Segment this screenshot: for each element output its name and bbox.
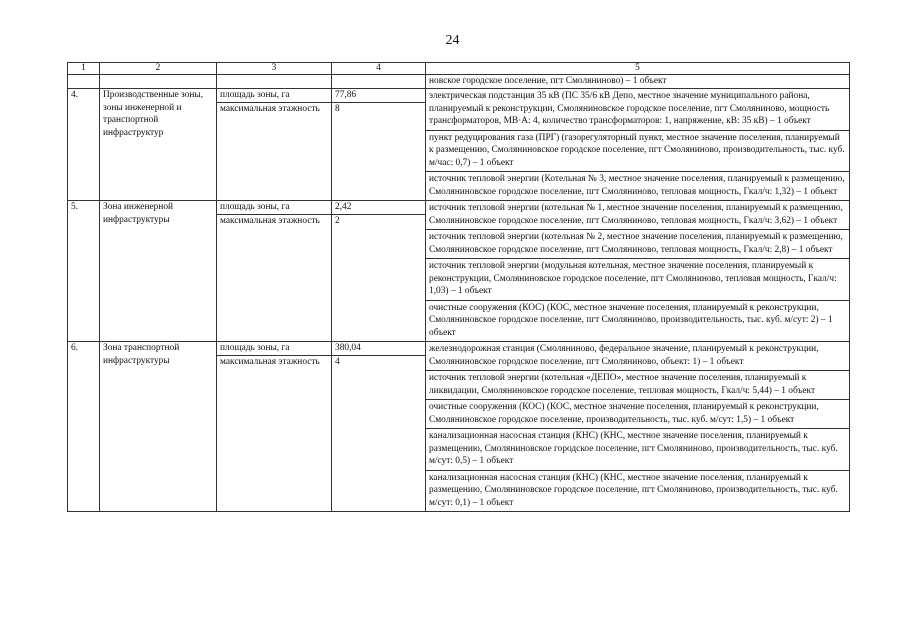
- object-item: источник тепловой энергии (котельная № 1, местное значение поселения, планируемый к размещению, Смоляниновское городское поселение, пгт Смоляниново, тепловая мощность, Гкал/ч: 3,62) – 1 объект: [426, 201, 849, 230]
- header-col-3: 3: [217, 63, 332, 75]
- parameter-area: площадь зоны, га: [217, 342, 331, 356]
- parameter-cell: [217, 89, 332, 201]
- value-floors: 2: [335, 215, 340, 226]
- table-row: [68, 342, 850, 512]
- value-cell: [332, 89, 426, 201]
- value-area: 77,86: [332, 89, 425, 103]
- object-item: пункт редуцирования газа (ПРГ) (газорегуляторный пункт, местное значение поселения, планируемый к размещению, Смоляниновское городское поселение, пгт Смоляниново, производительность, тыс. куб. м/час: 0,7) – 1 объект: [426, 131, 849, 173]
- parameter-cell: [217, 201, 332, 342]
- zone-name: Производственные зоны, зоны инженерной и транспортной инфраструктур: [100, 89, 217, 201]
- object-item: источник тепловой энергии (котельная «ДЕПО», местное значение поселения, планируемый к ликвидации, Смоляниновское городское поселение, тепловая мощность, Гкал/ч: 5,44) – 1 объект: [426, 371, 849, 400]
- objects-cell: [426, 89, 850, 201]
- object-item: источник тепловой энергии (Котельная № 3, местное значение поселения, планируемый к размещению, Смоляниновское городское поселение, пгт Смоляниново, тепловая мощность, Гкал/ч: 1,32) – 1 объект: [429, 174, 845, 197]
- parameter-floors: максимальная этажность: [220, 103, 320, 114]
- continuation-row: [68, 75, 850, 89]
- object-item: канализационная насосная станция (КНС) (КНС, местное значение поселения, планируемый к размещению, Смоляниновское городское поселение, пгт Смоляниново, производительность, тыс. куб. м/сут: 0,5) – 1 объект: [426, 429, 849, 471]
- parameter-area: площадь зоны, га: [217, 89, 331, 103]
- table-row: [68, 89, 850, 201]
- value-cell: [332, 342, 426, 512]
- row-number: 6.: [68, 342, 100, 512]
- zone-name: Зона транспортной инфраструктуры: [100, 342, 217, 512]
- value-area: 380,04: [332, 342, 425, 356]
- row-number: 5.: [68, 201, 100, 342]
- objects-cell: [426, 201, 850, 342]
- header-col-5: 5: [426, 63, 850, 75]
- zone-name: Зона инженерной инфраструктуры: [100, 201, 217, 342]
- zones-table: [67, 62, 850, 512]
- header-col-2: 2: [100, 63, 217, 75]
- value-cell: [332, 201, 426, 342]
- page-number: 24: [445, 33, 460, 48]
- header-col-4: 4: [332, 63, 426, 75]
- objects-cell: [426, 342, 850, 512]
- table-row: [68, 201, 850, 342]
- object-item: очистные сооружения (КОС) (КОС, местное значение поселения, планируемый к реконструкции, Смоляниновское городское поселение, пгт Смоляниново, производительность, тыс. куб. м/сут: 2) – 1 объект: [429, 302, 833, 338]
- header-col-1: 1: [68, 63, 100, 75]
- table-header-row: [68, 63, 850, 75]
- parameter-floors: максимальная этажность: [220, 356, 320, 367]
- object-item: электрическая подстанция 35 кВ (ПС 35/6 кВ Депо, местное значение муниципального района, планируемый к реконструкции, Смоляниновское городское поселение, пгт Смоляниново, мощность трансформаторов, МВ·А: 4, количество трансформаторов: 1, напряжение, кВ: 35 кВ) – 1 объект: [426, 89, 849, 131]
- value-floors: 8: [335, 103, 340, 114]
- parameter-area: площадь зоны, га: [217, 201, 331, 215]
- parameter-floors: максимальная этажность: [220, 215, 320, 226]
- row-number: 4.: [68, 89, 100, 201]
- object-item: источник тепловой энергии (котельная № 2, местное значение поселения, планируемый к размещению, Смоляниновское городское поселение, пгт Смоляниново, тепловая мощность, Гкал/ч: 2,8) – 1 объект: [426, 230, 849, 259]
- parameter-cell: [217, 342, 332, 512]
- object-item: источник тепловой энергии (модульная котельная, местное значение поселения, планируемый к реконструкции, Смоляниновское городское поселение, пгт Смоляниново, тепловая мощность, Гкал/ч: 1,03) – 1 объект: [426, 259, 849, 301]
- value-floors: 4: [335, 356, 340, 367]
- object-item: канализационная насосная станция (КНС) (КНС, местное значение поселения, планируемый к размещению, Смоляниновское городское поселение, пгт Смоляниново, производительность, тыс. куб. м/сут: 0,1) – 1 объект: [429, 472, 838, 508]
- continuation-text: новское городское поселение, пгт Смоляниново) – 1 объект: [426, 75, 850, 89]
- object-item: железнодорожная станция (Смоляниново, федеральное значение, планируемый к реконструкции, Смоляниновское городское поселение, пгт Смоляниново, объект: 1) – 1 объект: [426, 342, 849, 371]
- value-area: 2,42: [332, 201, 425, 215]
- object-item: очистные сооружения (КОС) (КОС, местное значение поселения, планируемый к реконструкции, Смоляниновское городское поселение, производительность, тыс. куб. м/сут: 1,5) – 1 объект: [426, 400, 849, 429]
